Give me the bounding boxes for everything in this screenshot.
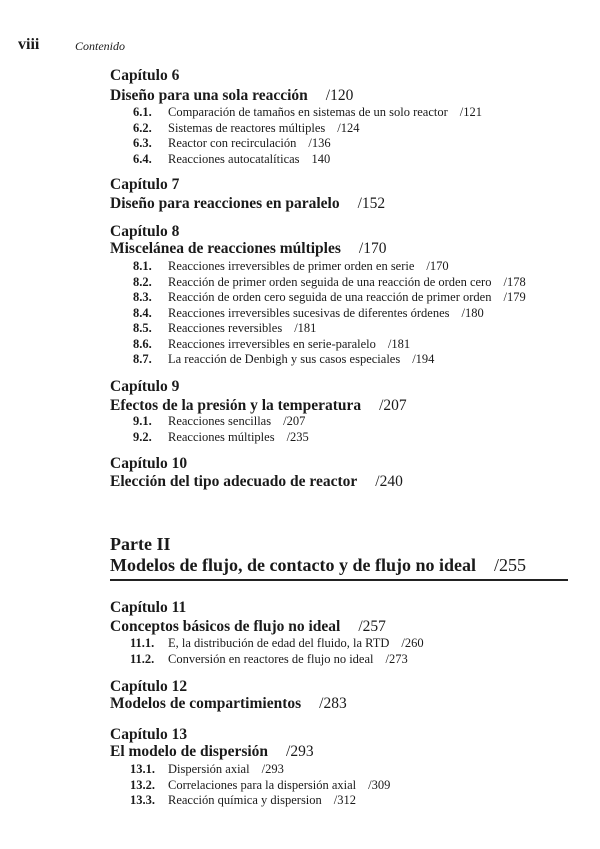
- section-entry: [168, 105, 482, 120]
- section-entry: [168, 793, 356, 808]
- chapter-title-text: El modelo de dispersión: [110, 743, 269, 760]
- section-entry: [168, 352, 434, 367]
- section-page: /181: [294, 321, 317, 335]
- chapter-page: /152: [357, 195, 386, 212]
- section-entry: [168, 306, 484, 321]
- section-title: Reacciones irreversibles de primer orden en serie: [168, 259, 415, 273]
- section-number: 9.1.: [133, 414, 152, 428]
- section-entry: [168, 778, 390, 793]
- part-divider: [110, 579, 568, 581]
- part-label: Parte II: [110, 534, 171, 554]
- section-page: /178: [503, 274, 526, 289]
- section-number: 11.1.: [130, 636, 155, 650]
- page-number: viii: [18, 36, 40, 53]
- chapter-title-text: Conceptos básicos de flujo no ideal: [110, 618, 341, 635]
- chapter-title-text: Efectos de la presión y la temperatura: [110, 397, 362, 414]
- section-page: /136: [308, 136, 331, 150]
- section-title: Sistemas de reactores múltiples: [168, 120, 326, 135]
- section-entry: [168, 430, 309, 445]
- section-entry: [168, 152, 330, 167]
- section-entry: [168, 652, 408, 667]
- section-title: La reacción de Denbigh y sus casos especiales: [168, 352, 401, 366]
- section-number: 8.3.: [133, 290, 152, 304]
- chapter-title: [110, 397, 407, 415]
- chapter-label: Capítulo 7: [110, 176, 180, 193]
- section-title: Reacción química y dispersion: [168, 793, 322, 807]
- section-entry: [168, 121, 360, 136]
- section-entry: [168, 275, 526, 290]
- chapter-title: [110, 240, 386, 258]
- section-entry: [168, 290, 526, 305]
- section-entry: [168, 636, 424, 651]
- section-page: /312: [333, 793, 357, 807]
- section-number: 8.2.: [133, 274, 152, 289]
- chapter-title: [110, 87, 353, 105]
- chapter-title: [110, 473, 403, 491]
- part-title: [110, 555, 526, 576]
- part-page: /255: [494, 555, 527, 575]
- section-page: /235: [286, 429, 309, 444]
- chapter-title: [110, 695, 347, 713]
- chapter-page: /170: [358, 240, 387, 257]
- section-title: Correlaciones para la dispersión axial: [168, 777, 357, 792]
- part-title-text: Modelos de flujo, de contacto y de flujo no ideal: [110, 555, 476, 575]
- chapter-page: /240: [375, 473, 403, 490]
- chapter-label: Capítulo 13: [110, 726, 188, 743]
- section-page: /124: [337, 120, 360, 135]
- section-title: E, la distribución de edad del fluido, la RTD: [168, 636, 390, 650]
- section-page: /180: [461, 305, 484, 320]
- chapter-title-text: Miscelánea de reacciones múltiples: [110, 240, 341, 257]
- chapter-title: [110, 195, 385, 213]
- section-page: /260: [401, 636, 424, 650]
- section-entry: [168, 321, 316, 336]
- section-page: /179: [503, 290, 526, 304]
- section-title: Reacciones irreversibles sucesivas de diferentes órdenes: [168, 305, 450, 320]
- section-number: 9.2.: [133, 429, 152, 444]
- section-page: /181: [387, 336, 411, 351]
- section-page: /293: [261, 762, 284, 776]
- chapter-title-text: Modelos de compartimientos: [110, 695, 302, 712]
- running-header: Contenido: [75, 39, 125, 53]
- section-number: 13.2.: [130, 777, 155, 792]
- section-title: Reacción de primer orden seguida de una reacción de orden cero: [168, 274, 492, 289]
- chapter-label: Capítulo 10: [110, 455, 188, 472]
- chapter-label: Capítulo 6: [110, 67, 180, 84]
- chapter-label: Capítulo 12: [110, 678, 188, 695]
- section-number: 8.1.: [133, 259, 152, 273]
- section-number: 6.2.: [133, 120, 152, 135]
- section-title: Reacciones irreversibles en serie-paralelo: [168, 336, 376, 351]
- section-number: 8.6.: [133, 336, 152, 351]
- section-title: Reactor con recirculación: [168, 136, 297, 150]
- chapter-label: Capítulo 9: [110, 378, 180, 395]
- chapter-label: Capítulo 8: [110, 223, 180, 240]
- section-number: 13.3.: [130, 793, 155, 807]
- section-number: 6.3.: [133, 136, 152, 150]
- chapter-page: /257: [358, 618, 386, 635]
- section-title: Reacciones múltiples: [168, 429, 275, 444]
- section-entry: [168, 337, 410, 352]
- chapter-page: /207: [379, 397, 407, 414]
- section-title: Comparación de tamaños en sistemas de un solo reactor: [168, 105, 448, 119]
- section-title: Reacción de orden cero seguida de una reacción de primer orden: [168, 290, 492, 304]
- section-title: Dispersión axial: [168, 762, 250, 776]
- section-number: 11.2.: [130, 651, 155, 666]
- section-page: 140: [311, 151, 331, 166]
- section-page: /309: [368, 777, 391, 792]
- section-page: /194: [412, 352, 435, 366]
- section-page: /207: [283, 414, 306, 428]
- section-title: Reacciones reversibles: [168, 321, 283, 335]
- section-number: 8.4.: [133, 305, 152, 320]
- chapter-label: Capítulo 11: [110, 599, 187, 616]
- chapter-title: [110, 743, 314, 761]
- section-page: /121: [459, 105, 483, 119]
- section-title: Conversión en reactores de flujo no ideal: [168, 651, 374, 666]
- section-number: 8.7.: [133, 352, 152, 366]
- section-number: 6.1.: [133, 105, 152, 119]
- chapter-page: /283: [319, 695, 347, 712]
- section-title: Reacciones autocatalíticas: [168, 151, 300, 166]
- chapter-title-text: Diseño para una sola reacción: [110, 87, 308, 104]
- chapter-title-text: Elección del tipo adecuado de reactor: [110, 473, 358, 490]
- chapter-page: /120: [325, 87, 354, 104]
- section-page: /273: [385, 651, 408, 666]
- section-entry: [168, 762, 284, 777]
- chapter-page: /293: [286, 743, 314, 760]
- section-number: 6.4.: [133, 151, 152, 166]
- section-entry: [168, 259, 449, 274]
- chapter-title: [110, 618, 386, 636]
- section-page: /170: [426, 259, 449, 273]
- section-title: Reacciones sencillas: [168, 414, 272, 428]
- section-number: 13.1.: [130, 762, 155, 776]
- section-number: 8.5.: [133, 321, 152, 335]
- section-entry: [168, 414, 305, 429]
- chapter-title-text: Diseño para reacciones en paralelo: [110, 195, 340, 212]
- section-entry: [168, 136, 331, 151]
